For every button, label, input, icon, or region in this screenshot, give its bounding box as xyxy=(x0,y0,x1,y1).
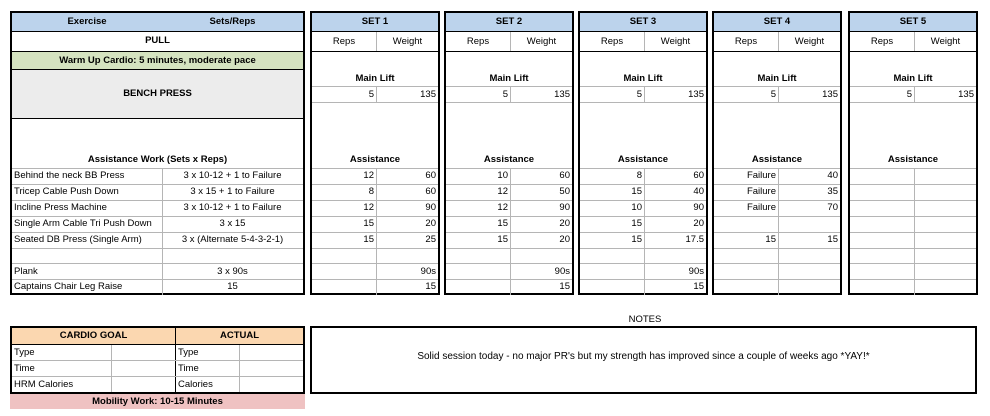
reps-cell: 12 xyxy=(497,202,508,213)
core-scheme: 3 x 90s xyxy=(217,266,248,277)
weight-cell: 20 xyxy=(425,218,436,229)
assistance-label: Assistance xyxy=(617,154,669,165)
weight-cell: 20 xyxy=(693,218,704,229)
reps-cell: 15 xyxy=(363,218,374,229)
reps-cell: 15 xyxy=(497,234,508,245)
reps-label: Reps xyxy=(734,36,758,47)
reps-cell xyxy=(312,264,376,280)
main-lift-weight: 135 xyxy=(420,89,436,100)
header-sets-reps: Sets/Reps xyxy=(209,16,256,27)
assistance-label: Assistance xyxy=(887,154,939,165)
weight-cell: 15 xyxy=(693,281,704,292)
reps-cell xyxy=(850,184,914,200)
weight-cell xyxy=(915,279,976,295)
reps-cell: Failure xyxy=(746,202,776,213)
assistance-label: Assistance xyxy=(483,154,535,165)
reps-cell: 12 xyxy=(363,170,374,181)
main-lift-label: Main Lift xyxy=(893,73,933,84)
reps-cell: 15 xyxy=(631,186,642,197)
exercise-scheme: 3 x 10-12 + 1 to Failure xyxy=(183,202,282,213)
reps-cell xyxy=(850,200,914,216)
reps-cell: 15 xyxy=(631,218,642,229)
weight-cell xyxy=(915,232,976,248)
notes-text: Solid session today - no major PR's but my strength has improved since a couple of weeks ago *YAY!* xyxy=(417,351,870,362)
assistance-label: Assistance xyxy=(349,154,401,165)
cardio-goal-row: Type xyxy=(14,347,35,358)
exercise-scheme: 3 x 10-12 + 1 to Failure xyxy=(183,170,282,181)
reps-label: Reps xyxy=(332,36,356,47)
reps-cell: Failure xyxy=(746,186,776,197)
main-lift-name: BENCH PRESS xyxy=(12,70,303,118)
weight-cell: 90s xyxy=(554,266,570,277)
weight-cell: 20 xyxy=(559,218,570,229)
exercise-scheme: 3 x (Alternate 5-4-3-2-1) xyxy=(181,234,284,245)
reps-cell: 15 xyxy=(363,234,374,245)
exercise-name: Behind the neck BB Press xyxy=(14,170,125,181)
weight-cell xyxy=(915,216,976,232)
exercise-name: Single Arm Cable Tri Push Down xyxy=(14,218,152,229)
reps-cell: 15 xyxy=(631,234,642,245)
set-title: SET 4 xyxy=(763,16,791,27)
weight-cell xyxy=(915,184,976,200)
exercise-scheme: 3 x 15 xyxy=(219,218,246,229)
reps-cell: 15 xyxy=(765,234,776,245)
main-lift-label: Main Lift xyxy=(757,73,797,84)
cardio-actual-row: Time xyxy=(178,363,199,374)
weight-cell: 40 xyxy=(693,186,704,197)
reps-label: Reps xyxy=(466,36,490,47)
reps-cell xyxy=(446,264,510,280)
weight-cell: 20 xyxy=(559,234,570,245)
reps-cell xyxy=(714,279,778,295)
exercise-name: Tricep Cable Push Down xyxy=(14,186,119,197)
notes-title: NOTES xyxy=(628,314,662,325)
main-lift-reps: 5 xyxy=(502,89,508,100)
reps-label: Reps xyxy=(600,36,624,47)
assistance-header: Assistance Work (Sets x Reps) xyxy=(87,154,228,165)
reps-cell xyxy=(850,232,914,248)
set-title: SET 3 xyxy=(629,16,657,27)
cardio-goal-label: CARDIO GOAL xyxy=(59,330,128,341)
workout-title: PULL xyxy=(145,35,170,46)
weight-cell xyxy=(779,264,840,280)
core-scheme: 15 xyxy=(227,281,238,292)
weight-cell xyxy=(915,168,976,184)
weight-cell xyxy=(915,264,976,280)
reps-label: Reps xyxy=(870,36,894,47)
main-lift-reps: 5 xyxy=(636,89,642,100)
weight-cell: 90 xyxy=(559,202,570,213)
cardio-actual-row: Calories xyxy=(178,379,213,390)
weight-cell: 60 xyxy=(559,170,570,181)
cardio-actual-row: Type xyxy=(178,347,199,358)
reps-cell xyxy=(850,264,914,280)
mobility-row: Mobility Work: 10-15 Minutes xyxy=(10,394,305,409)
main-lift-reps: 5 xyxy=(770,89,776,100)
main-lift-label: Main Lift xyxy=(489,73,529,84)
header-exercise: Exercise xyxy=(67,16,107,27)
weight-cell: 90 xyxy=(425,202,436,213)
set-table xyxy=(578,11,708,295)
weight-cell xyxy=(779,279,840,295)
reps-cell: 15 xyxy=(497,218,508,229)
reps-cell: 10 xyxy=(631,202,642,213)
weight-label: Weight xyxy=(794,36,825,47)
main-lift-weight: 135 xyxy=(822,89,838,100)
reps-cell xyxy=(446,279,510,295)
reps-cell: 8 xyxy=(368,186,374,197)
cardio-goal-row: Time xyxy=(14,363,35,374)
weight-cell: 70 xyxy=(827,202,838,213)
main-lift-weight: 135 xyxy=(688,89,704,100)
reps-cell xyxy=(312,279,376,295)
weight-cell: 15 xyxy=(827,234,838,245)
weight-cell: 15 xyxy=(559,281,570,292)
reps-cell: 12 xyxy=(363,202,374,213)
main-lift-label: Main Lift xyxy=(623,73,663,84)
weight-cell xyxy=(915,200,976,216)
reps-cell xyxy=(714,216,778,232)
reps-cell xyxy=(850,216,914,232)
cardio-goal-row: HRM Calories xyxy=(14,379,74,390)
weight-label: Weight xyxy=(392,36,423,47)
reps-cell xyxy=(580,279,644,295)
reps-cell xyxy=(850,168,914,184)
reps-cell: 8 xyxy=(636,170,642,181)
set-title: SET 2 xyxy=(495,16,523,27)
assistance-label: Assistance xyxy=(751,154,803,165)
weight-cell: 90s xyxy=(420,266,436,277)
weight-cell: 90s xyxy=(688,266,704,277)
set-title: SET 1 xyxy=(361,16,389,27)
reps-cell: Failure xyxy=(746,170,776,181)
weight-label: Weight xyxy=(526,36,557,47)
exercise-name: Incline Press Machine xyxy=(14,202,107,213)
weight-cell: 50 xyxy=(559,186,570,197)
core-name: Plank xyxy=(14,266,38,277)
weight-cell: 60 xyxy=(425,170,436,181)
notes-box xyxy=(310,326,977,394)
reps-cell xyxy=(580,264,644,280)
main-lift-reps: 5 xyxy=(906,89,912,100)
main-lift-weight: 135 xyxy=(554,89,570,100)
exercise-name: Seated DB Press (Single Arm) xyxy=(14,234,142,245)
weight-cell xyxy=(779,216,840,232)
main-lift-weight: 135 xyxy=(958,89,974,100)
set-table xyxy=(310,11,440,295)
weight-label: Weight xyxy=(930,36,961,47)
main-lift-label: Main Lift xyxy=(355,73,395,84)
set-title: SET 5 xyxy=(899,16,927,27)
reps-cell xyxy=(714,264,778,280)
warmup-row: Warm Up Cardio: 5 minutes, moderate pace xyxy=(12,52,303,69)
weight-cell: 40 xyxy=(827,170,838,181)
cardio-actual-label: ACTUAL xyxy=(219,330,260,341)
weight-cell: 35 xyxy=(827,186,838,197)
exercise-table xyxy=(10,11,305,295)
weight-cell: 60 xyxy=(425,186,436,197)
weight-cell: 60 xyxy=(693,170,704,181)
reps-cell: 12 xyxy=(497,186,508,197)
reps-cell: 10 xyxy=(497,170,508,181)
main-lift-reps: 5 xyxy=(368,89,374,100)
weight-cell: 17.5 xyxy=(685,234,704,245)
weight-cell: 25 xyxy=(425,234,436,245)
core-name: Captains Chair Leg Raise xyxy=(14,281,123,292)
set-table xyxy=(444,11,574,295)
cardio-table xyxy=(10,326,305,394)
set-table xyxy=(848,11,978,295)
reps-cell xyxy=(850,279,914,295)
set-table xyxy=(712,11,842,295)
weight-cell: 90 xyxy=(693,202,704,213)
weight-label: Weight xyxy=(660,36,691,47)
exercise-scheme: 3 x 15 + 1 to Failure xyxy=(190,186,275,197)
weight-cell: 15 xyxy=(425,281,436,292)
